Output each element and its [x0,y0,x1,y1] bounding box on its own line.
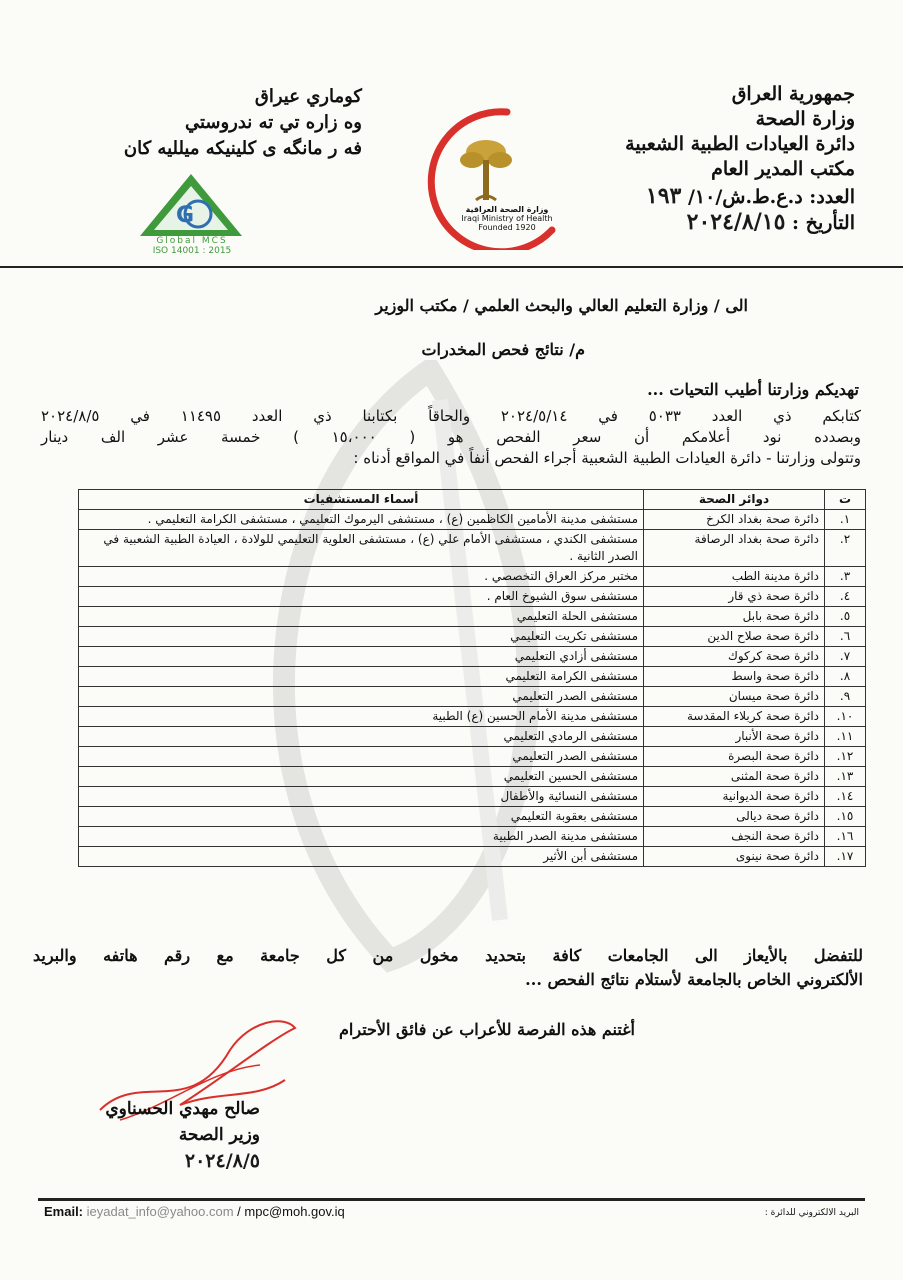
row-index: ٢. [825,530,866,567]
header-ministry: وزارة الصحة [755,108,855,130]
table-row [79,707,866,727]
row-directorate: دائرة صحة بابل [644,607,825,627]
table-row [79,627,866,647]
table-row [79,510,866,530]
header-department: دائرة العيادات الطبية الشعبية [625,133,855,155]
table-body [79,510,866,867]
table-row [79,587,866,607]
row-directorate: دائرة صحة بغداد الرصافة [644,530,825,567]
row-index: ٤. [825,587,866,607]
table-row [79,607,866,627]
row-hospitals: مستشفى الصدر التعليمي [79,747,644,767]
row-index: ٩. [825,687,866,707]
closing-line-1: للتفضل بالأيعاز الى الجامعات كافة بتحديد مخول من كل جامعة مع رقم هاتفه والبريد [33,946,863,965]
logo-sub: Iraqi Ministry of Health [461,214,553,223]
paragraph-line-3: وتتولى وزارتنا - دائرة العيادات الطبية الشعبية أجراء الفحص أنفاً في المواقع أدناه : [353,449,861,467]
row-directorate: دائرة صحة ديالى [644,807,825,827]
table-row [79,647,866,667]
row-hospitals: مستشفى مدينة الأمام الحسين (ع) الطبية [79,707,644,727]
row-index: ١٧. [825,847,866,867]
table-row [79,787,866,807]
header-republic: جمهورية العراق [731,83,855,105]
row-directorate: دائرة صحة المثنى [644,767,825,787]
row-directorate: دائرة صحة نينوى [644,847,825,867]
row-index: ١٣. [825,767,866,787]
footer-emails [44,1204,345,1219]
table-row [79,767,866,787]
row-directorate: دائرة صحة الأنبار [644,727,825,747]
table-row [79,667,866,687]
table-row [79,807,866,827]
row-index: ١١. [825,727,866,747]
row-hospitals: مستشفى النسائية والأطفال [79,787,644,807]
email-separator: / [233,1204,245,1219]
header-office: مكتب المدير العام [711,158,855,180]
table-row [79,530,866,567]
to-line: الى / وزارة التعليم العالي والبحث العلمي / مكتب الوزير [375,296,748,315]
row-hospitals: مستشفى أبن الأثير [79,847,644,867]
row-directorate: دائرة صحة الديوانية [644,787,825,807]
signature-block [60,1096,260,1174]
cert-name: Global MCS [156,236,228,246]
logo-text: وزارة الصحة العراقية [465,205,549,214]
row-index: ٣. [825,567,866,587]
row-index: ٨. [825,667,866,687]
subject-line: م/ نتائج فحص المخدرات [421,340,585,359]
header-index: ت [825,490,866,510]
header-directorate: دوائر الصحة [644,490,825,510]
date-value: ٢٠٢٤/٨/١٥ [686,209,786,235]
header-kurdish-block [62,84,362,162]
logo-founded: Founded 1920 [478,223,536,232]
header-kurdish-2: وه زاره تي ته ندروستي [184,112,362,133]
palm-tree-icon [460,140,512,200]
signer-name: صالح مهدي الحسناوي [105,1099,260,1119]
row-hospitals: مختبر مركز العراق التخصصي . [79,567,644,587]
row-directorate: دائرة صحة كربلاء المقدسة [644,707,825,727]
email-label: البريد الالكتروني للدائرة : [764,1208,859,1218]
cert-iso: ISO 14001 : 2015 [152,246,232,256]
logo-caption [452,205,562,232]
row-directorate: دائرة صحة البصرة [644,747,825,767]
row-hospitals: مستشفى الكندي ، مستشفى الأمام علي (ع) ، مستشفى العلوية التعليمي للولادة ، العيادة الطبية الشعبية في الصدر الثانية . [79,530,644,567]
table-row [79,687,866,707]
regards-line: أغتنم هذه الفرصة للأعراب عن فائق الأحترام [339,1020,635,1039]
row-directorate: دائرة صحة صلاح الدين [644,627,825,647]
row-index: ١٤. [825,787,866,807]
row-directorate: دائرة صحة ميسان [644,687,825,707]
row-hospitals: مستشفى مدينة الصدر الطبية [79,827,644,847]
table-header-row [79,490,866,510]
header-kurdish-1: كوماري عيراق [254,86,362,107]
number-label: العدد: د.ع.ط.ش/١٠/ [687,186,855,208]
cert-caption [132,236,252,256]
table-row [79,567,866,587]
row-index: ٧. [825,647,866,667]
footer-divider [38,1198,865,1201]
greeting-line: تهديكم وزارتنا أطيب التحيات ... [647,380,859,399]
date-label: التأريخ : [792,212,855,234]
row-directorate: دائرة صحة النجف [644,827,825,847]
row-hospitals: مستشفى تكريت التعليمي [79,627,644,647]
header-divider [0,266,903,268]
iso-certification-logo [136,172,246,238]
email-1[interactable]: ieyadat_info@yahoo.com [86,1204,234,1219]
row-directorate: دائرة صحة بغداد الكرخ [644,510,825,530]
hospitals-table [78,489,866,867]
row-directorate: دائرة صحة ذي قار [644,587,825,607]
row-hospitals: مستشفى الصدر التعليمي [79,687,644,707]
number-value: ١٩٣ [645,183,682,209]
row-directorate: دائرة صحة واسط [644,667,825,687]
row-hospitals: مستشفى سوق الشيوخ العام . [79,587,644,607]
row-hospitals: مستشفى الحسين التعليمي [79,767,644,787]
body-paragraph [41,406,861,469]
row-index: ١٢. [825,747,866,767]
row-hospitals: مستشفى الكرامة التعليمي [79,667,644,687]
paragraph-line-2: وبصدده نود أعلامكم أن سعر الفحص هو ( ١٥،٠٠٠ ) خمسة عشر الف دينار [41,428,861,446]
row-hospitals: مستشفى مدينة الأمامين الكاظمين (ع) ، مستشفى اليرموك التعليمي ، مستشفى الكرامة التعليمي . [79,510,644,530]
table-row [79,747,866,767]
email-2[interactable]: mpc@moh.gov.iq [244,1204,345,1219]
signer-title: وزير الصحة [178,1125,260,1145]
table-row [79,847,866,867]
row-hospitals: مستشفى الحلة التعليمي [79,607,644,627]
closing-line-2: الألكتروني الخاص بالجامعة لأستلام نتائج الفحص ... [525,970,863,989]
row-index: ١. [825,510,866,530]
header-kurdish-3: فه ر مانگه ى كلينيكه ميلليه كان [123,138,362,159]
row-hospitals: مستشفى أزادي التعليمي [79,647,644,667]
row-directorate: دائرة صحة كركوك [644,647,825,667]
closing-paragraph [33,944,863,992]
row-directorate: دائرة مدينة الطب [644,567,825,587]
header-hospitals: أسماء المستشفيات [79,490,644,510]
row-index: ١٥. [825,807,866,827]
row-hospitals: مستشفى الرمادي التعليمي [79,727,644,747]
row-index: ١٠. [825,707,866,727]
row-hospitals: مستشفى بعقوبة التعليمي [79,807,644,827]
row-index: ٥. [825,607,866,627]
email-prefix: Email: [44,1204,84,1219]
table-row [79,727,866,747]
paragraph-line-1: كتابكم ذي العدد ٥٠٣٣ في ٢٠٢٤/٥/١٤ والحاقاً بكتابنا ذي العدد ١١٤٩٥ في ٢٠٢٤/٨/٥ [41,407,862,425]
row-index: ٦. [825,627,866,647]
table-row [79,827,866,847]
row-index: ١٦. [825,827,866,847]
svg-text:G: G [176,203,195,228]
signature-date: ٢٠٢٤/٨/٥ [184,1150,260,1172]
